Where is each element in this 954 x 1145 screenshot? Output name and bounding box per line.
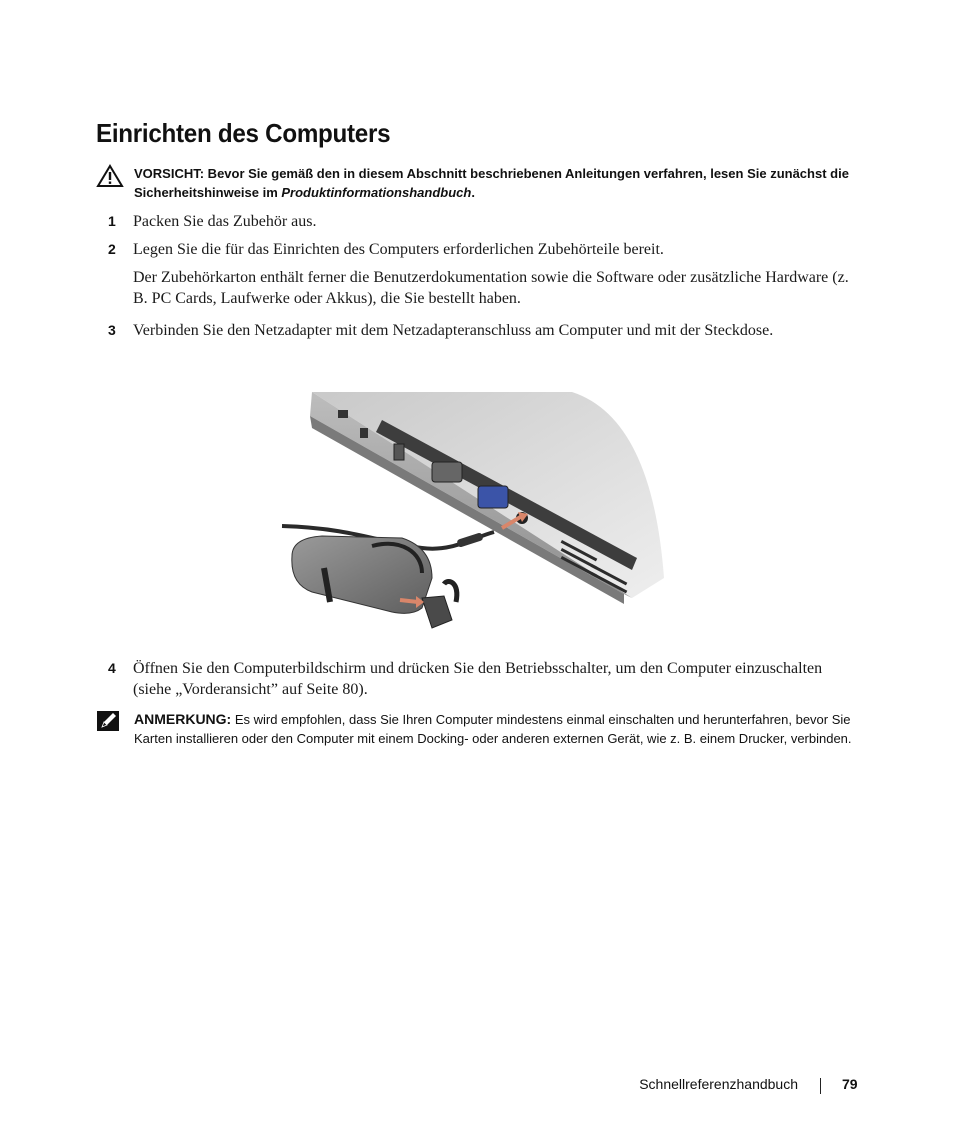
- step-text: Legen Sie die für das Einrichten des Computers erforderlichen Zubehörteile bereit.: [133, 241, 664, 258]
- caution-doc-reference: Produktinformationshandbuch: [281, 185, 472, 200]
- caution-end: .: [471, 185, 475, 200]
- step-paragraph: Der Zubehörkarton enthält ferner die Benutzerdokumentation sowie die Software oder zusätzliche Hardware (z. B. PC Cards, Laufwerke oder Akkus), die Sie bestellt haben.: [133, 269, 849, 307]
- warning-triangle-icon: [96, 164, 124, 193]
- step-number: 3: [108, 322, 116, 338]
- step-text: Öffnen Sie den Computerbildschirm und drücken Sie den Betriebsschalter, um den Computer einzuschalten (siehe „Vorderansicht” auf Seite 80).: [133, 660, 823, 698]
- caution-label: VORSICHT:: [134, 166, 205, 181]
- step-text: Verbinden Sie den Netzadapter mit dem Netzadapteranschluss am Computer und mit der Steckdose.: [133, 322, 774, 339]
- note-body: Es wird empfohlen, dass Sie Ihren Computer mindestens einmal einschalten und herunterfahren, bevor Sie Karten installieren oder den Computer mit einem Docking- oder anderen externen Gerät, wie z. B. einem Drucker, verbinden.: [134, 712, 852, 746]
- ac-adapter-illustration: [272, 388, 668, 638]
- note-notice: [96, 710, 860, 772]
- caution-text: [134, 164, 860, 202]
- step-number: 1: [108, 213, 116, 229]
- caution-body: Bevor Sie gemäß den in diesem Abschnitt beschriebenen Anleitungen verfahren, lesen Sie zunächst die Sicherheitshinweise im: [134, 166, 849, 200]
- caution-notice: [96, 164, 860, 204]
- page-title: Einrichten des Computers: [96, 118, 391, 148]
- pencil-note-icon: [96, 710, 120, 737]
- note-text: [134, 710, 860, 748]
- step-number: 2: [108, 241, 116, 257]
- footer-separator: [820, 1078, 821, 1094]
- footer-manual-title: Schnellreferenzhandbuch: [639, 1076, 798, 1092]
- note-label: ANMERKUNG:: [134, 711, 232, 727]
- page-number: 79: [842, 1076, 858, 1092]
- step-text: Packen Sie das Zubehör aus.: [133, 213, 317, 230]
- step-number: 4: [108, 660, 116, 676]
